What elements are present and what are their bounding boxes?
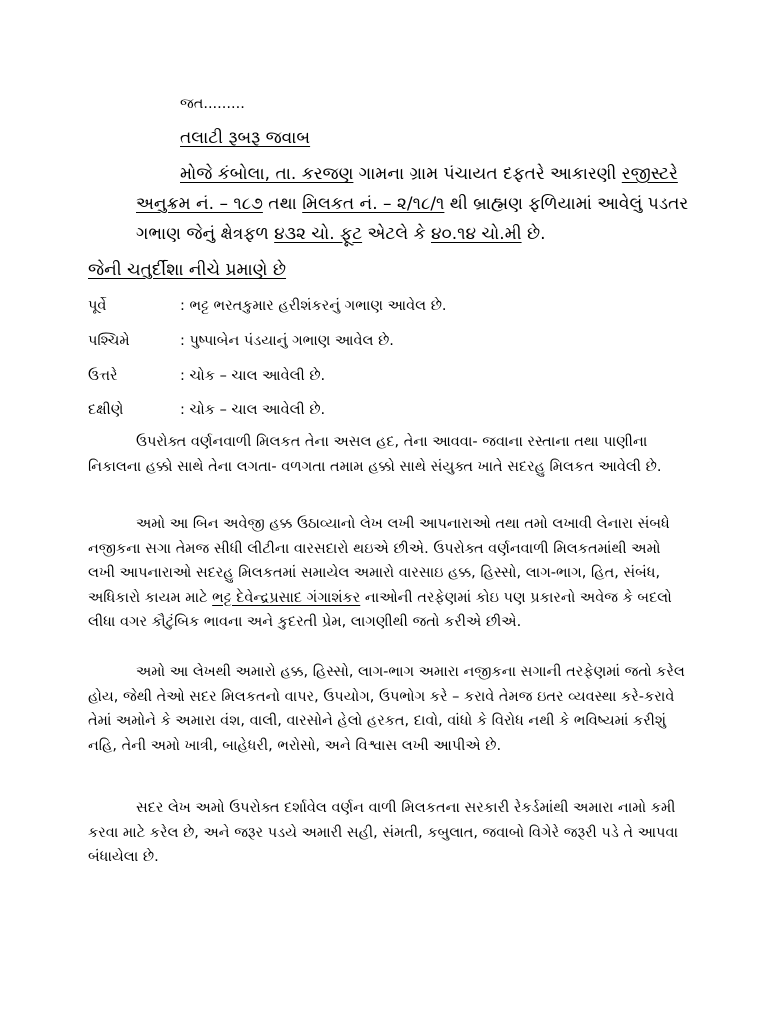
property-text-3: થી બ્રાહ્મણ ફળિયામાં આવેલું પડતર: [444, 194, 689, 214]
boundary-west-label: પશ્ચિમે: [88, 333, 130, 349]
village-name: મોજે કંબોલા, તા. કરજણ: [180, 164, 354, 184]
paragraph-4-text: સદર લેખ અમો ઉપરોક્ત દર્શાવેલ વર્ણન વાળી મિલકતના સરકારી રેકર્ડમાંથી અમારા નામો કમી કરવા માટે કરેલ છે, અને જરૂર પડયે અમારી સહી, સંમતી, કબુલાત, જવાબો વિગેરે જરૂરી પડે તે આપવા બંધાયેલા છે.: [88, 800, 679, 865]
paragraph-2: [88, 512, 688, 635]
property-line-1: [180, 164, 678, 184]
boundary-north-label: ઉત્તરે: [88, 368, 118, 384]
property-number: મિલકત નં. – ૨/૧૮/૧: [302, 194, 445, 214]
register-label: રજીસ્ટરે: [621, 164, 678, 184]
area-sqm: ૪૦.૧૪ ચો.મી: [431, 224, 522, 244]
paragraph-2-text-a: અમો આ બિન અવેજી હક્ક ઉઠાવ્યાનો લેખ લખી આપનારાઓ તથા તમો લખાવી લેનારા સંબધે નજીકના સગા તેમજ સીધી લીટીના વારસદારો થઇએ છીએ. ઉપરોક્ત વર્ણનવાળી મિલકતમાંથી અમો લખી આપનારાઓ સદરહુ મિલકતમાં સમાયેલ અમારો વારસાઇ હક્ક, હિસ્સો, લાગ-ભાગ, હિત, સંબંધ, અધિકારો કાયમ માટે: [88, 516, 670, 606]
boundary-east-desc: : ભટ્ટ ભરતકુમાર હરીશંકરનું ગભાણ આવેલ છે.: [180, 298, 447, 314]
property-line-2: [136, 194, 688, 214]
property-text-6: છે.: [521, 224, 546, 244]
property-text-4: ગભાણ જેનું ક્ષેત્રફળ: [136, 224, 275, 244]
property-text-1: ગામના ગ્રામ પંચાયત દફતરે આકારણી: [353, 164, 622, 184]
boundary-south-desc: : ચોક – ચાલ આવેલી છે.: [180, 402, 326, 418]
paragraph-1: [88, 430, 688, 479]
serial-number: અનુક્રમ નં. – ૧૮૭: [136, 194, 263, 214]
boundaries-heading: જેની ચતુર્દીશા નીચે પ્રમાણે છે: [88, 260, 287, 280]
page-title: તલાટી રૂબરૂ જવાબ: [180, 128, 311, 148]
beneficiary-name: ભટ્ટ દેવેન્દ્રપ્રસાદ ગંગાશંકર: [212, 589, 361, 606]
boundary-east-label: પૂર્વે: [88, 298, 107, 314]
boundary-west-desc: : પુષ્પાબેન પંડયાનું ગભાણ આવેલ છે.: [180, 333, 394, 349]
property-text-5: એટલે કે: [362, 224, 431, 244]
paragraph-2-text-b: નાઓની તરફેણમાં કોઇ પણ પ્રકારનો અવેજ કે બદલો લીધા વગર કૌટુંબિક ભાવના અને કુદરતી પ્રેમ, લાગણીથી જતો કરીએ છીએ.: [88, 589, 672, 630]
paragraph-3: [88, 660, 688, 758]
boundary-south-label: દક્ષીણે: [88, 402, 124, 418]
paragraph-4: [88, 796, 688, 870]
paragraph-3-text: અમો આ લેખથી અમારો હક્ક, હિસ્સો, લાગ-ભાગ અમારા નજીકના સગાની તરફેણમાં જતો કરેલ હોય, જેથી તેઓ સદર મિલકતનો વાપર, ઉપયોગ, ઉપભોગ કરે – કરાવે તેમજ ઇતર વ્યવસ્થા કરે-કરાવે તેમાં અમોને કે અમારા વંશ, વાલી, વારસોને હેલો હરકત, દાવો, વાંધો કે વિરોધ નથી કે ભવિષ્યમાં કરીશું નહિ, તેની અમો ખાત્રી, બાહેધરી, ભરોસો, અને વિશ્વાસ લખી આપીએ છે.: [88, 664, 685, 754]
paragraph-1-text: ઉપરોક્ત વર્ણનવાળી મિલકત તેના અસલ હદ, તેના આવવા- જવાના રસ્તાના તથા પાણીના નિકાલના હક્કો સાથે તેના લગતા- વળગતા તમામ હક્કો સાથે સંયુક્ત ખાતે સદરહુ મિલકત આવેલી છે.: [88, 434, 662, 475]
boundary-north-desc: : ચોક – ચાલ આવેલી છે.: [180, 368, 326, 384]
property-text-2: તથા: [262, 194, 303, 214]
area-sqft: ૪૩૨ ચો. ફૂટ: [274, 224, 363, 244]
jat-label: જત.........: [180, 96, 245, 112]
property-line-3: [136, 224, 546, 244]
